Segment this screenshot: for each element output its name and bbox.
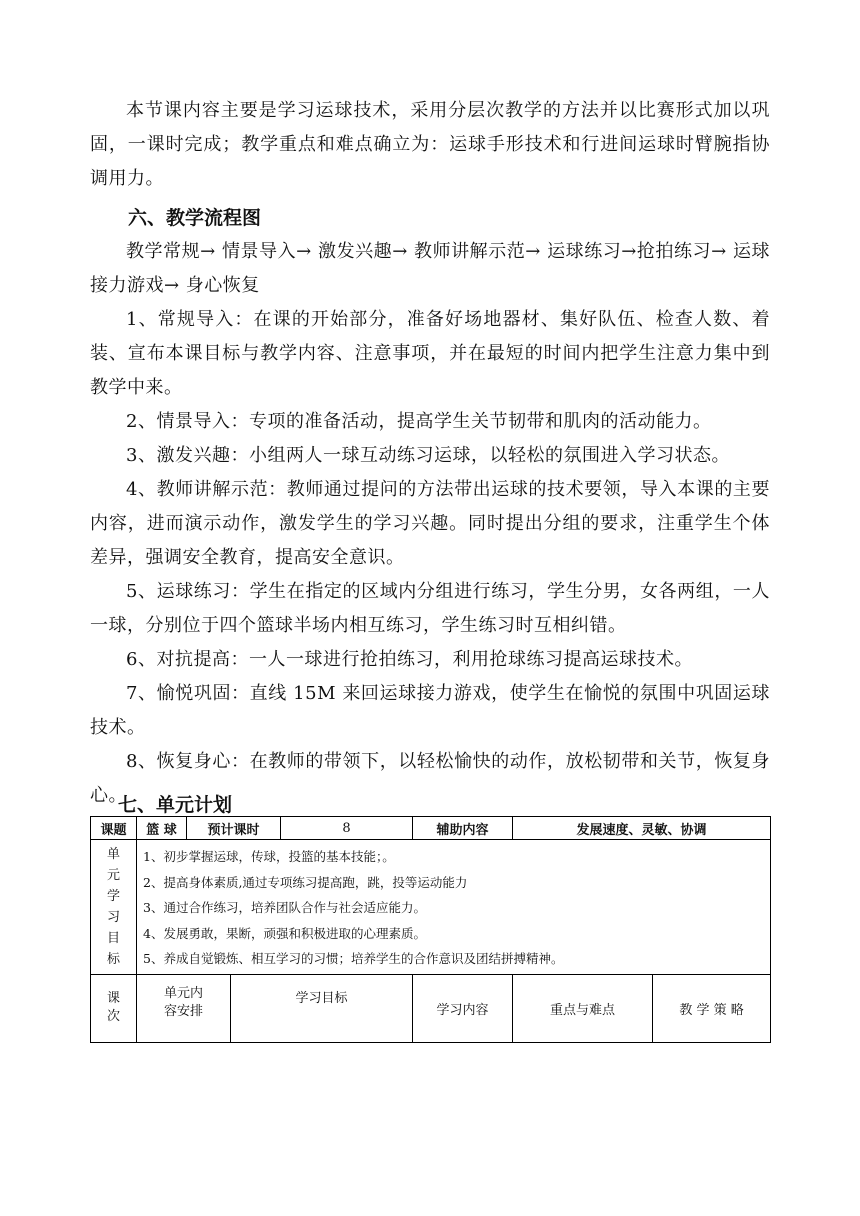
section7-heading: 七、单元计划: [118, 794, 233, 816]
learning-goal-header: 学习目标: [231, 974, 413, 1042]
step-6: 6、对抗提高：一人一球进行抢拍练习，利用抢球练习提高运球技术。: [126, 649, 693, 670]
topic-value: 篮 球: [137, 817, 187, 840]
unit-plan-table: [90, 816, 771, 1043]
goal-item: 5、养成自觉锻炼、相互学习的习惯；培养学生的合作意识及团结拼搏精神。: [143, 951, 564, 966]
step-2: 2、情景导入：专项的准备活动，提高学生关节韧带和肌肉的活动能力。: [126, 411, 712, 432]
goals-list: [137, 840, 771, 975]
step-7: 7、愉悦巩固：直线 15M 来回运球接力游戏，使学生在愉悦的氛围中巩固运球技术。: [90, 683, 770, 738]
intro-paragraph: 本节课内容主要是学习运球技术，采用分层次教学的方法并以比赛形式加以巩固，一课时完成；教学重点和难点确立为：运球手形技术和行进间运球时臂腕指协调用力。: [90, 100, 770, 189]
goals-label: 单 元 学 习 目 标: [91, 840, 137, 975]
step-3: 3、激发兴趣：小组两人一球互动练习运球，以轻松的氛围进入学习状态。: [126, 445, 730, 466]
step-5: 5、运球练习：学生在指定的区域内分组进行练习，学生分男，女各两组，一人一球，分别位于四个篮球半场内相互练习，学生练习时互相纠错。: [90, 581, 770, 636]
aux-value: 发展速度、灵敏、协调: [513, 817, 771, 840]
step-8: 8、恢复身心：在教师的带领下，以轻松愉快的动作，放松韧带和关节，恢复身心。: [90, 751, 770, 806]
flow-paragraph: 教学常规→ 情景导入→ 激发兴趣→ 教师讲解示范→ 运球练习→抢拍练习→ 运球接力游戏→ 身心恢复: [90, 241, 770, 296]
lesson-header: 课 次: [91, 974, 137, 1042]
key-difficult-header: 重点与难点: [513, 974, 653, 1042]
goal-item: 3、通过合作练习，培养团队合作与社会适应能力。: [143, 900, 426, 915]
section6-heading: 六、教学流程图: [128, 207, 262, 229]
step-1: 1、常规导入：在课的开始部分，准备好场地器材、集好队伍、检查人数、着装、宣布本课目标与教学内容、注意事项，并在最短的时间内把学生注意力集中到教学中来。: [90, 309, 770, 398]
goal-item: 4、发展勇敢，果断，顽强和积极进取的心理素质。: [143, 925, 426, 941]
strategy-header: 教 学 策 略: [653, 974, 771, 1042]
aux-label: 辅助内容: [413, 817, 513, 840]
hours-label: 预计课时: [187, 817, 281, 840]
step-4: 4、教师讲解示范：教师通过提问的方法带出运球的技术要领，导入本课的主要内容，进而演示动作，激发学生的学习兴趣。同时提出分组的要求，注重学生个体差异，强调安全教育，提高安全意识。: [90, 479, 770, 568]
goal-item: 1、初步掌握运球，传球，投篮的基本技能；。: [143, 849, 395, 864]
hours-value: 8: [281, 817, 413, 840]
topic-label: 课题: [91, 817, 137, 840]
goal-item: 2、提高身体素质,通过专项练习提高跑，跳，投等运动能力: [143, 874, 468, 890]
learning-content-header: 学习内容: [413, 974, 513, 1042]
content-arrangement-header: 单元内 容安排: [137, 974, 231, 1042]
